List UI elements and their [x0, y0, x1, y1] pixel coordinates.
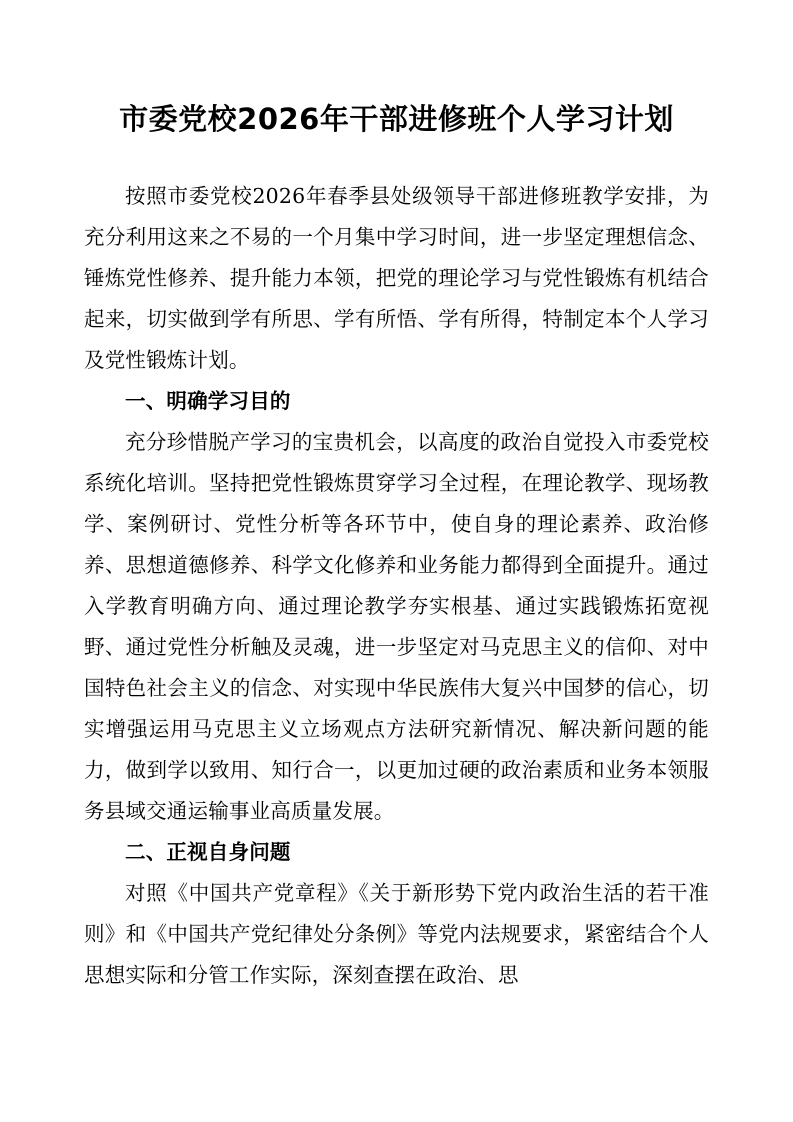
section-heading-1: 一、明确学习目的: [125, 389, 291, 413]
section-heading-2: 二、正视自身问题: [125, 840, 291, 864]
page-title: 市委党校2026年干部进修班个人学习计划: [119, 102, 674, 136]
paragraph-intro: 按照市委党校2026年春季县处级领导干部进修班教学安排，为充分利用这来之不易的一个月集中学习时间，进一步坚定理想信念、锤炼党性修养、提升能力本领，把党的理论学习与党性锻炼有机结合起来，切实做到学有所思、学有所悟、学有所得，特制定本个人学习及党性锻炼计划。: [84, 184, 709, 372]
paragraph-section-1: 充分珍惜脱产学习的宝贵机会，以高度的政治自觉投入市委党校系统化培训。坚持把党性锻炼贯穿学习全过程，在理论教学、现场教学、案例研讨、党性分析等各环节中，使自身的理论素养、政治修养、思想道德修养、科学文化修养和业务能力都得到全面提升。通过入学教育明确方向、通过理论教学夯实根基、通过实践锻炼拓宽视野、通过党性分析触及灵魂，进一步坚定对马克思主义的信仰、对中国特色社会主义的信念、对实现中华民族伟大复兴中国梦的信心，切实增强运用马克思主义立场观点方法研究新情况、解决新问题的能力，做到学以致用、知行合一，以更加过硬的政治素质和业务本领服务县域交通运输事业高质量发展。: [84, 430, 709, 823]
paragraph-section-2: 对照《中国共产党章程》《关于新形势下党内政治生活的若干准则》和《中国共产党纪律处分条例》等党内法规要求，紧密结合个人思想实际和分管工作实际，深刻查摆在政治、思: [84, 881, 709, 987]
